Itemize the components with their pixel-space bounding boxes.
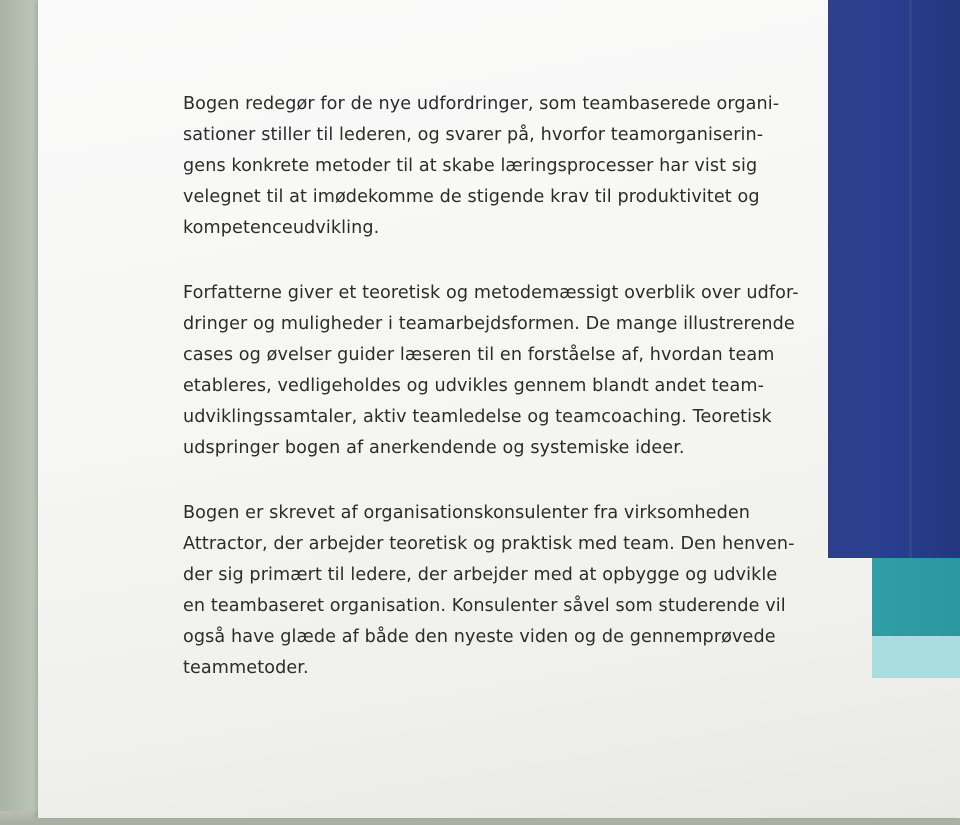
blurb-text	[183, 89, 823, 718]
light-teal-spine-stripe	[872, 636, 960, 678]
text-line: dringer og muligheder i teamarbejdsformen. De mange illustrerende	[183, 314, 795, 334]
text-line: sationer stiller til lederen, og svarer på, hvorfor teamorganiserin-	[183, 125, 764, 145]
text-line: Bogen er skrevet af organisationskonsulenter fra virksomheden	[183, 503, 751, 523]
text-line: kompetenceudvikling.	[183, 218, 380, 238]
text-line: også have glæde af både den nyeste viden og de gennemprøvede	[183, 627, 776, 647]
text-line: etableres, vedligeholdes og udvikles gennem blandt andet team-	[183, 376, 765, 396]
text-line: Attractor, der arbejder teoretisk og praktisk med team. Den henven-	[183, 534, 795, 554]
text-line: udviklingssamtaler, aktiv teamledelse og teamcoaching. Teoretisk	[183, 407, 772, 427]
text-line: teammetoder.	[183, 658, 309, 678]
table-surface-left	[0, 0, 42, 825]
text-line: Bogen redegør for de nye udfordringer, som teambaserede organi-	[183, 94, 780, 114]
blurb-paragraph-1	[183, 89, 823, 244]
text-line: gens konkrete metoder til at skabe læringsprocesser har vist sig	[183, 156, 758, 176]
blurb-paragraph-2	[183, 278, 823, 464]
text-line: en teambaseret organisation. Konsulenter såvel som studerende vil	[183, 596, 786, 616]
blurb-paragraph-3	[183, 498, 823, 684]
text-line: udspringer bogen af anerkendende og systemiske ideer.	[183, 438, 685, 458]
text-line: velegnet til at imødekomme de stigende krav til produktivitet og	[183, 187, 760, 207]
text-line: der sig primært til ledere, der arbejder med at opbygge og udvikle	[183, 565, 778, 585]
text-line: Forfatterne giver et teoretisk og metodemæssigt overblik over udfor-	[183, 283, 799, 303]
teal-spine-stripe	[872, 558, 960, 636]
blue-spine-stripe	[828, 0, 960, 558]
text-line: cases og øvelser guider læseren til en forståelse af, hvordan team	[183, 345, 775, 365]
